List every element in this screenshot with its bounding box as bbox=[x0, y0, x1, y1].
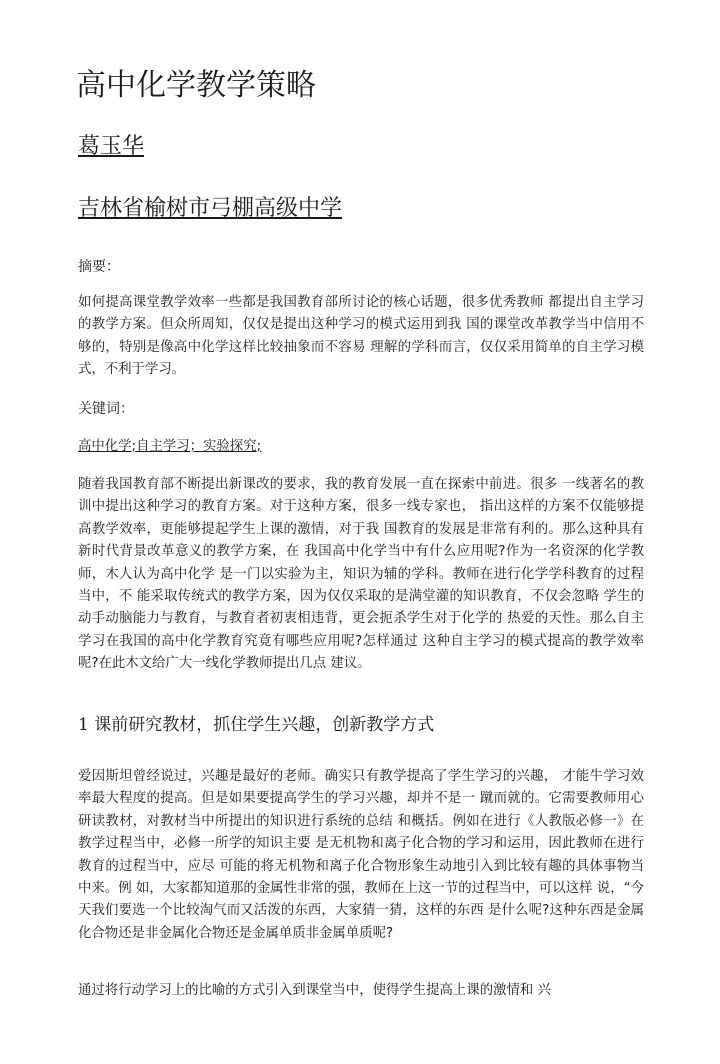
keywords-text: 高中化学;自主学习；实验探究; bbox=[78, 439, 262, 454]
section-paragraph: 爱因斯坦曾经说过，兴趣是最好的老师。确实只有教学提高了学生学习的兴趣， 才能牛学习效率最大程度的提高。但是如果要提高学生的学习兴趣，却并不是一 蹴而就的。它需要教师用心研读教材，对教材当中所提出的知识进行系统的总结 和概括。例如在进行《人教版必修一》在教学过程当中，必修一所学的知识主要 是无机物和离子化合物的学习和运用，因此教师在进行教育的过程当中，应尽 可能的将无机物和离子化合物形象生动地引入到比较有趣的具体事物当中来。例 如，大家都知道那的金属性非常的强，教师在上这一节的过程当中，可以这样 说，“今天我们要选一个比较淘气而又活泼的东西，大家猜一猜，这样的东西 是什么呢?这种东西是金属化合物还是非金属化合物还是金属单质非金属单质呢? bbox=[78, 769, 644, 941]
author-affiliation: 吉林省榆树市弓棚高级中学 bbox=[78, 196, 343, 221]
keywords-label: 关键词： bbox=[78, 401, 134, 417]
page-title: 高中化学教学策略 bbox=[76, 68, 316, 103]
author-name: 葛玉华 bbox=[78, 134, 145, 159]
section-paragraph-continued: 通过将行动学习上的比喻的方式引入到课堂当中，使得学生提高上课的激情和 兴 bbox=[78, 983, 551, 998]
intro-paragraph: 随着我国教育部不断提出新课改的要求，我的教育发展一直在探索中前进。很多 一线著名的教训中提出这种学习的教育方案。对于这种方案，很多一线专家也， 指出这样的方案不仅能够提高教学效率，更能够提起学生上课的激情，对于我 国教育的发展是非常有利的。那么这种具有新时代背景改革意义的教学方案，在 我国高中化学当中有什么应用呢?作为一名资深的化学教师，木人认为高中化学 是一门以实验为主，知识为辅的学科。教师在进行化学学科教育的过程当中，不 能采取传统式的教学方案，因为仅仅采取的是满堂灌的知识教育，不仅会忽略 学生的动手动脑能力与教育，与教育者初衷相违背，更会扼杀学生对于化学的 热爱的天性。那么自主学习在我国的高中化学教育究竟有哪些应用呢?怎样通过 这种自主学习的模式提高的教学效率呢?在此木文给广大一线化学教师提出几点 建议。 bbox=[78, 477, 644, 672]
section-heading: 1 课前研究教材，抓住学生兴趣，创新教学方式 bbox=[78, 715, 435, 735]
abstract-label: 摘要： bbox=[78, 259, 120, 275]
abstract-paragraph: 如何提高课堂教学效率一些都是我国教育部所讨论的核心话题，很多优秀教师 都提出自主学习的教学方案。但众所周知，仅仅是提出这种学习的模式运用到我 国的课堂改革教学当中信用不够的，特别是像高中化学这样比较抽象而不容易 理解的学科而言，仅仅采用简单的自主学习模式，不利于学习。 bbox=[78, 295, 644, 378]
